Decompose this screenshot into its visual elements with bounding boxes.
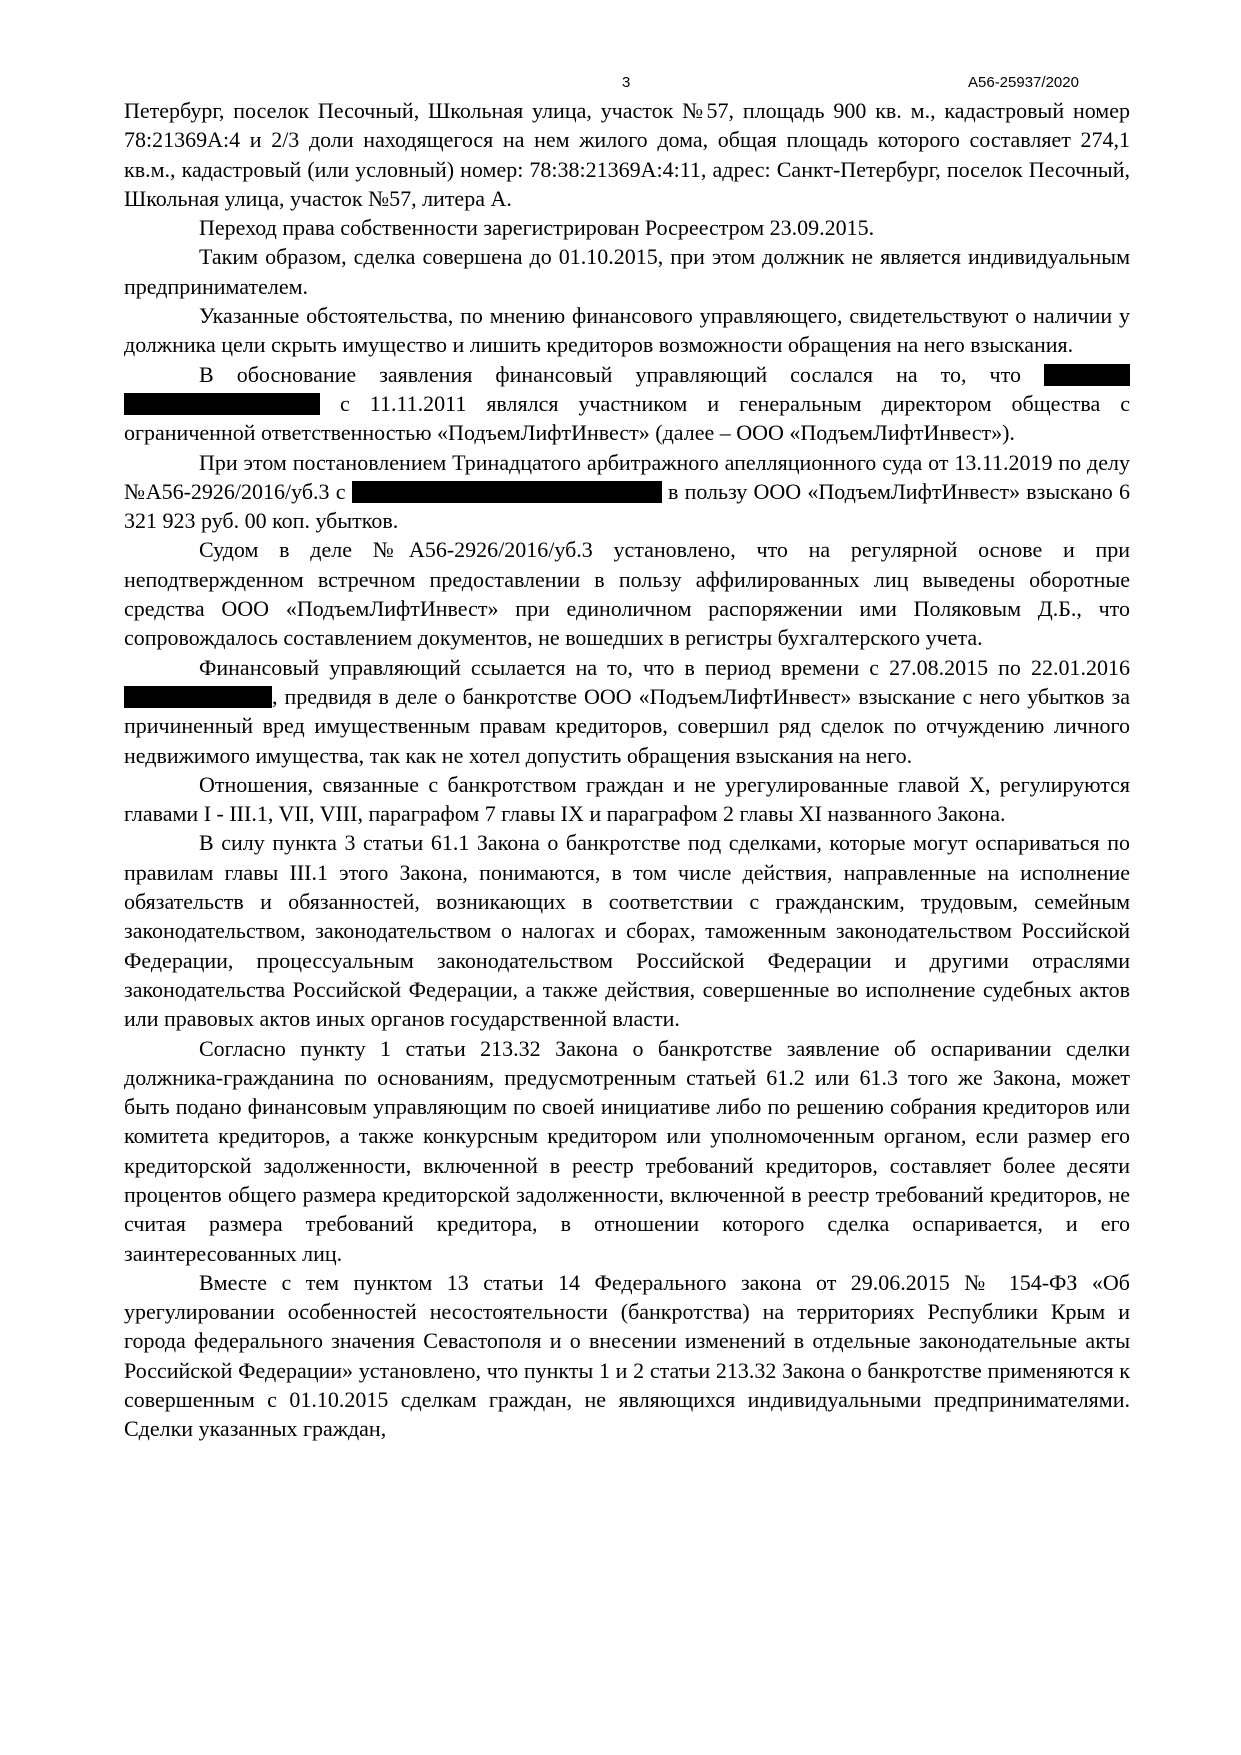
redaction-block	[124, 393, 320, 415]
paragraph-text: в пользу ООО «ПодъемЛифтИнвест» взыскано 6 321 923 руб. 00 коп. убытков.	[124, 478, 1131, 534]
paragraph-transaction-date: Таким образом, сделка совершена до 01.10.2015, при этом должник не является индивидуальным предпринимателем.	[124, 244, 1130, 299]
paragraph-court-findings: Судом в деле №А56-2926/2016/уб.3 установлено, что на регулярной основе и при неподтвержденном встречном предоставлении в пользу аффилированных лиц выведены оборотные средства ООО «ПодъемЛифтИнвест» при единоличном распоряжении ими Поляковым Д.Б., что сопровождалось составлением документов, не вошедших в регистры бухгалтерского учета.	[124, 537, 1130, 651]
paragraph-grounds	[124, 360, 1130, 448]
paragraph-article-61-1: В силу пункта 3 статьи 61.1 Закона о банкротстве под сделками, которые могут оспариваться по правилам главы III.1 этого Закона, понимаются, в том числе действия, направленные на исполнение обязательств и обязанностей, возникающих в соответствии с гражданским, трудовым, семейным законодательством, законодательством о налогах и сборах, таможенным законодательством Российской Федерации, процессуальным законодательством Российской Федерации и другими отраслями законодательства Российской Федерации, а также действия, совершенные во исполнение судебных актов или правовых актов иных органов государственной власти.	[124, 830, 1130, 1032]
paragraph-transfer-registration: Переход права собственности зарегистрирован Росреестром 23.09.2015.	[199, 215, 875, 241]
redaction-block	[352, 481, 662, 503]
paragraph-text: с 11.11.2011 являлся участником и генеральным директором общества с ограниченной ответственностью «ПодъемЛифтИнвест» (далее – ООО «ПодъемЛифтИнвест»).	[124, 390, 1130, 446]
paragraph-regulation: Отношения, связанные с банкротством граждан и не урегулированные главой X, регулируются главами I - III.1, VII, VIII, параграфом 7 главы IX и параграфом 2 главы XI названного Закона.	[124, 771, 1130, 827]
paragraph-text: , предвидя в деле о банкротстве ООО «ПодъемЛифтИнвест» взыскание с него убытков за причиненный вред имущественным правам кредиторов, совершил ряд сделок по отчуждению личного недвижимого имущества, так как не хотел допустить обращения взыскания на него.	[124, 683, 1130, 768]
paragraph-federal-law-154: Вместе с тем пунктом 13 статьи 14 Федерального закона от 29.06.2015 № 154-ФЗ «Об урегулировании особенностей несостоятельности (банкротства) на территориях Республики Крым и города федерального значения Севастополя и о внесении изменений в отдельные законодательные акты Российской Федерации» установлено, что пункты 1 и 2 статьи 213.32 Закона о банкротстве применяются к совершенным с 01.10.2015 сделкам граждан, не являющихся индивидуальными предпринимателями. Сделки указанных граждан,	[124, 1269, 1130, 1442]
case-number: А56-25937/2020	[968, 74, 1079, 91]
paragraph-circumstances: Указанные обстоятельства, по мнению финансового управляющего, свидетельствуют о наличии у должника цели скрыть имущество и лишить кредиторов возможности обращения на него взыскания.	[124, 303, 1130, 358]
redaction-block	[124, 686, 272, 708]
paragraph-property-description: Петербург, поселок Песочный, Школьная улица, участок №57, площадь 900 кв. м., кадастровый номер 78:21369А:4 и 2/3 доли находящегося на нем жилого дома, общая площадь которого составляет 274,1 кв.м., кадастровый (или условный) номер: 78:38:21369А:4:11, адрес: Санкт-Петербург, поселок Песочный, Школьная улица, участок №57, литера А.	[124, 98, 1130, 211]
paragraph-text: Финансовый управляющий ссылается на то, что в период времени с 27.08.2015 по 22.01.2016	[199, 654, 1130, 680]
redaction-block	[1044, 364, 1130, 386]
page-number: 3	[622, 74, 631, 91]
paragraph-appeal-ruling	[124, 448, 1130, 536]
paragraph-manager-claim	[124, 653, 1130, 770]
paragraph-text: При этом постановлением Тринадцатого арбитражного апелляционного суда от 13.11.2019 по делу №А56-2926/2016/уб.3 с	[124, 449, 1130, 504]
paragraph-text: В обоснование заявления финансовый управляющий сослался на то, что	[199, 361, 1021, 387]
document-body	[124, 96, 1130, 1444]
paragraph-article-213-32: Согласно пункту 1 статьи 213.32 Закона о банкротстве заявление об оспаривании сделки должника-гражданина по основаниям, предусмотренным статьей 61.2 или 61.3 того же Закона, может быть подано финансовым управляющим по своей инициативе либо по решению собрания кредиторов или комитета кредиторов, а также конкурсным кредитором или уполномоченным органом, если размер его кредиторской задолженности, включенной в реестр требований кредиторов, составляет более десяти процентов общего размера кредиторской задолженности, включенной в реестр требований кредиторов, не считая размера требований кредитора, в отношении которого сделка оспаривается, и его заинтересованных лиц.	[124, 1035, 1130, 1266]
